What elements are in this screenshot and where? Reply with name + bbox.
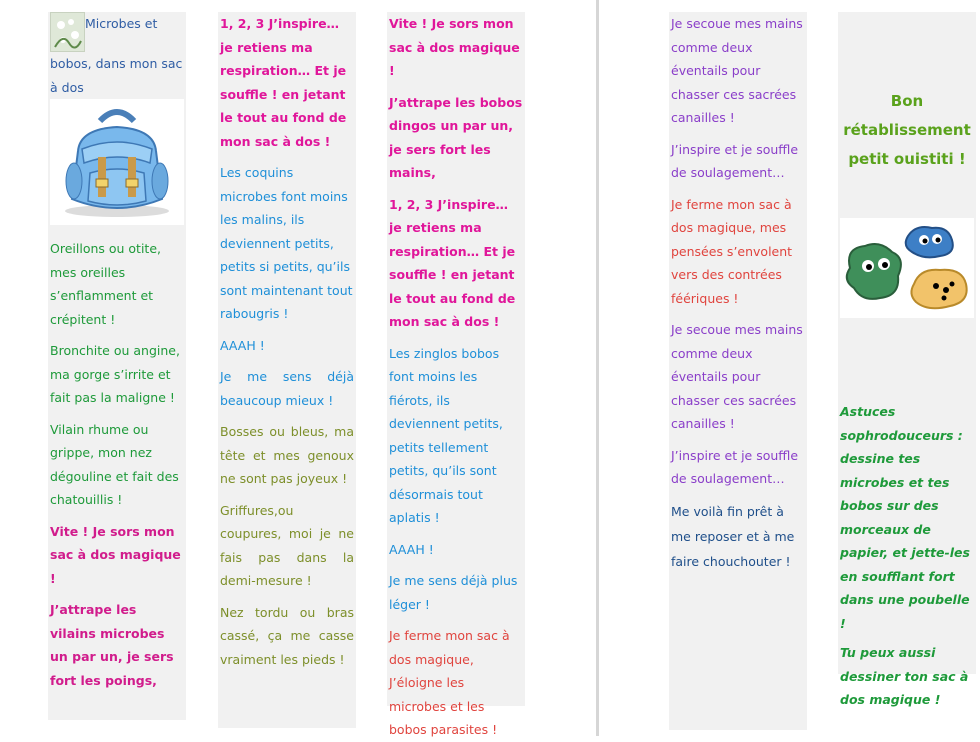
col3-paragraph-7: Je ferme mon sac à dos magique, J’éloigne les microbes et les bobos parasites !: [389, 628, 510, 737]
col4-paragraph-4: Je secoue mes mains comme deux éventails pour chasser ces sacrées canailles !: [671, 322, 803, 431]
col4-paragraph-2: J’inspire et je souffle de soulagement…: [671, 141, 799, 180]
col1-paragraph-2: Bronchite ou angine, ma gorge s’irrite et fait pas la maligne !: [50, 343, 180, 405]
col2-paragraph-6: Griffures,ou coupures, moi je ne fais pas dans la demi-mesure !: [220, 502, 354, 588]
col1-paragraph-5: J’attrape les vilains microbes un par un, je sers fort les poings,: [50, 602, 174, 688]
col4-paragraph-5: J’inspire et je souffle de soulagement…: [671, 447, 799, 486]
col2-paragraph-1: 1, 2, 3 J’inspire… je retiens ma respiration… Et je souffle ! en jetant le tout au fond de mon sac à dos !: [220, 16, 347, 149]
column-4: [669, 12, 807, 730]
col2-paragraph-4: Je me sens déjà beaucoup mieux !: [220, 369, 354, 408]
col2-paragraph-5: Bosses ou bleus, ma tête et mes genoux ne sont pas joyeux !: [220, 424, 354, 486]
col4-paragraph-1: Je secoue mes mains comme deux éventails pour chasser ces sacrées canailles !: [671, 16, 803, 125]
col3-paragraph-5: AAAH !: [389, 541, 434, 557]
col4-paragraph-3: Je ferme mon sac à dos magique, mes pensées s’envolent vers des contrées féériques !: [671, 196, 793, 306]
column-3: [387, 12, 525, 737]
column-2: [218, 12, 356, 728]
flower-photo-icon: [50, 12, 85, 52]
col1-paragraph-3: Vilain rhume ou grippe, mon nez dégouline et fait des chatouillis !: [50, 421, 179, 507]
tip-paragraph-1: Astuces sophrodouceurs : dessine tes microbes et tes bobos sur des morceaux de papier, et jette-les en soufflant fort dans une poubelle !: [840, 404, 970, 631]
column-5: [838, 12, 976, 707]
col3-paragraph-1: Vite ! Je sors mon sac à dos magique !: [389, 16, 520, 78]
brochure-title: [50, 12, 184, 99]
tip-paragraph-2: Tu peux aussi dessiner ton sac à dos magique !: [840, 645, 969, 707]
col3-paragraph-2: J’attrape les bobos dingos un par un, je sers fort les mains,: [389, 94, 523, 180]
col1-paragraph-1: Oreillons ou otite, mes oreilles s’enflamment et crépitent !: [50, 241, 161, 327]
col1-paragraph-4: Vite ! Je sors mon sac à dos magique !: [50, 523, 181, 586]
column-1: [48, 12, 186, 720]
col2-paragraph-2: Les coquins microbes font moins les malins, ils deviennent petits, petits si petits, qu’ils sont maintenant tout rabougris !: [220, 165, 353, 321]
title-text: Microbes et bobos, dans mon sac à dos: [50, 16, 183, 95]
col3-paragraph-4: Les zinglos bobos font moins les fiérots, ils deviennent petits, petits tellement petits, qu’ils sont désormais tout aplatis !: [389, 345, 503, 525]
col2-paragraph-3: AAAH !: [220, 337, 265, 353]
col2-paragraph-7: Nez tordu ou bras cassé, ça me casse vraiment les pieds !: [220, 604, 354, 667]
col4-paragraph-6: Me voilà fin prêt à me reposer et à me faire chouchouter !: [671, 503, 795, 569]
col3-paragraph-3: 1, 2, 3 J’inspire… je retiens ma respiration… Et je souffle ! en jetant le tout au fond de mon sac à dos !: [389, 196, 516, 329]
get-well-heading: Bon rétablissement petit ouistiti !: [843, 92, 971, 168]
col3-paragraph-6: Je me sens déjà plus léger !: [389, 573, 518, 612]
page-fold-divider: [596, 0, 599, 736]
microbes-cartoon-icon: [840, 218, 974, 318]
backpack-icon: [50, 99, 184, 225]
